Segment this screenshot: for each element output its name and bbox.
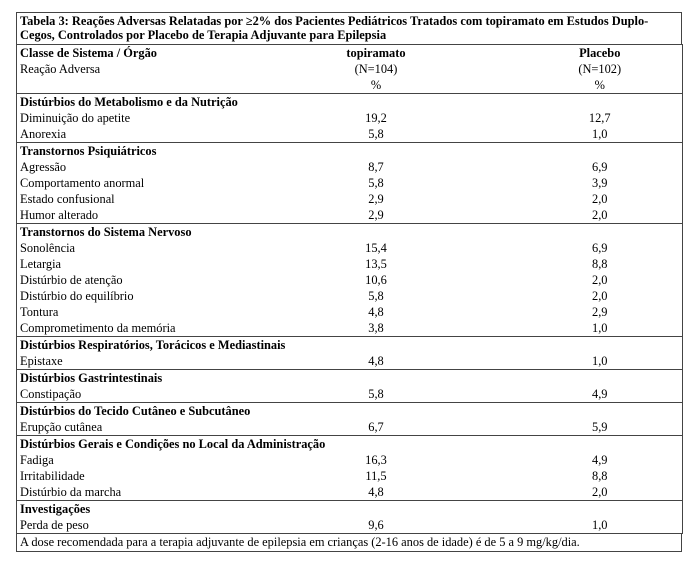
table-row	[17, 419, 683, 436]
table-row	[17, 288, 683, 304]
topiramato-value: 16,3	[365, 453, 387, 467]
topiramato-value: 11,5	[365, 469, 387, 483]
topiramato-value: 15,4	[365, 241, 387, 255]
table-row	[17, 517, 683, 534]
topiramato-value: 4,8	[317, 353, 525, 370]
header-empty-cell	[17, 77, 317, 94]
table-row	[17, 272, 683, 288]
reaction-label: Irritabilidade	[17, 468, 317, 484]
placebo-value: 2,0	[525, 191, 683, 207]
placebo-value: 2,0	[525, 288, 683, 304]
category-label: Distúrbios Respiratórios, Torácicos e Mediastinais	[17, 337, 683, 354]
table-row	[17, 304, 683, 320]
table-row	[17, 240, 683, 256]
category-label: Distúrbios do Tecido Cutâneo e Subcutâneo	[17, 403, 683, 420]
placebo-value: 2,0	[525, 207, 683, 224]
category-label: Investigações	[17, 501, 683, 518]
placebo-value: 2,9	[525, 304, 683, 320]
topiramato-value: 6,7	[317, 419, 525, 436]
table-body	[17, 45, 683, 534]
header-placebo-unit: %	[525, 77, 683, 94]
placebo-value: 3,9	[525, 175, 683, 191]
topiramato-value: 5,8	[317, 126, 525, 143]
placebo-value: 5,9	[525, 419, 683, 436]
reaction-label: Diminuição do apetite	[17, 110, 317, 126]
reaction-label: Erupção cutânea	[17, 419, 317, 436]
placebo-value: 1,0	[525, 353, 683, 370]
table-row	[17, 126, 683, 143]
table-row	[17, 175, 683, 191]
reaction-label: Humor alterado	[17, 207, 317, 224]
category-row	[17, 143, 683, 160]
reaction-label: Perda de peso	[17, 517, 317, 534]
placebo-value: 6,9	[525, 159, 683, 175]
header-row-2	[17, 61, 683, 77]
table-row	[17, 353, 683, 370]
topiramato-value: 4,8	[317, 484, 525, 501]
header-system-organ-class: Classe de Sistema / Órgão	[17, 45, 317, 62]
placebo-value: 4,9	[525, 386, 683, 403]
reaction-label: Estado confusional	[17, 191, 317, 207]
reaction-label: Epistaxe	[17, 353, 317, 370]
reaction-label: Tontura	[17, 304, 317, 320]
placebo-value: 4,9	[525, 452, 683, 468]
reaction-label: Distúrbio da marcha	[17, 484, 317, 501]
header-placebo-n: (N=102)	[525, 61, 683, 77]
topiramato-value: 19,2	[365, 111, 387, 125]
topiramato-value: 2,9	[317, 207, 525, 224]
table-row	[17, 159, 683, 175]
table-title: Tabela 3: Reações Adversas Relatadas por ≥2% dos Pacientes Pediátricos Tratados com topiramato em Estudos Duplo-Cegos, Controlados por Placebo de Terapia Adjuvante para Epilepsia	[16, 12, 682, 44]
header-placebo: Placebo	[525, 45, 683, 62]
category-label: Transtornos do Sistema Nervoso	[17, 224, 683, 241]
reaction-label: Constipação	[17, 386, 317, 403]
table-row	[17, 110, 683, 126]
topiramato-value: 3,8	[317, 320, 525, 337]
reaction-label: Fadiga	[17, 452, 317, 468]
reaction-label: Comportamento anormal	[17, 175, 317, 191]
placebo-value: 6,9	[525, 240, 683, 256]
table-row	[17, 386, 683, 403]
adverse-reactions-table-container	[16, 12, 682, 552]
category-label: Distúrbios do Metabolismo e da Nutrição	[17, 94, 683, 111]
topiramato-value: 2,9	[368, 192, 384, 206]
adverse-reactions-table	[16, 44, 683, 534]
topiramato-value: 5,8	[317, 386, 525, 403]
table-row	[17, 207, 683, 224]
placebo-value: 2,0	[525, 272, 683, 288]
topiramato-value: 5,8	[368, 289, 384, 303]
table-row	[17, 452, 683, 468]
topiramato-value: 13,5	[365, 257, 387, 271]
category-row	[17, 436, 683, 453]
category-label: Transtornos Psiquiátricos	[17, 143, 683, 160]
topiramato-value: 5,8	[368, 176, 384, 190]
table-footnote: A dose recomendada para a terapia adjuvante de epilepsia em crianças (2-16 anos de idade) é de 5 a 9 mg/kg/dia.	[16, 534, 682, 552]
reaction-label: Distúrbio de atenção	[17, 272, 317, 288]
header-row-3	[17, 77, 683, 94]
placebo-value: 1,0	[525, 126, 683, 143]
placebo-value: 1,0	[525, 517, 683, 534]
table-row	[17, 191, 683, 207]
table-row	[17, 320, 683, 337]
placebo-value: 1,0	[525, 320, 683, 337]
header-topiramato-n: (N=104)	[354, 62, 398, 76]
reaction-label: Distúrbio do equilíbrio	[17, 288, 317, 304]
table-row	[17, 484, 683, 501]
header-row-1	[17, 45, 683, 62]
category-label: Distúrbios Gastrintestinais	[17, 370, 683, 387]
category-row	[17, 370, 683, 387]
category-row	[17, 337, 683, 354]
header-topiramato-unit: %	[317, 77, 525, 94]
reaction-label: Agressão	[17, 159, 317, 175]
placebo-value: 8,8	[525, 468, 683, 484]
placebo-value: 2,0	[525, 484, 683, 501]
category-row	[17, 501, 683, 518]
reaction-label: Sonolência	[17, 240, 317, 256]
topiramato-value: 4,8	[368, 305, 384, 319]
category-row	[17, 403, 683, 420]
header-topiramato: topiramato	[317, 45, 525, 62]
category-row	[17, 94, 683, 111]
header-adverse-reaction: Reação Adversa	[17, 61, 317, 77]
category-label: Distúrbios Gerais e Condições no Local da Administração	[17, 436, 683, 453]
reaction-label: Anorexia	[17, 126, 317, 143]
table-row	[17, 468, 683, 484]
table-row	[17, 256, 683, 272]
placebo-value: 8,8	[525, 256, 683, 272]
topiramato-value: 8,7	[368, 160, 384, 174]
placebo-value: 12,7	[525, 110, 683, 126]
category-row	[17, 224, 683, 241]
topiramato-value: 9,6	[317, 517, 525, 534]
reaction-label: Letargia	[17, 256, 317, 272]
reaction-label: Comprometimento da memória	[17, 320, 317, 337]
topiramato-value: 10,6	[365, 273, 387, 287]
